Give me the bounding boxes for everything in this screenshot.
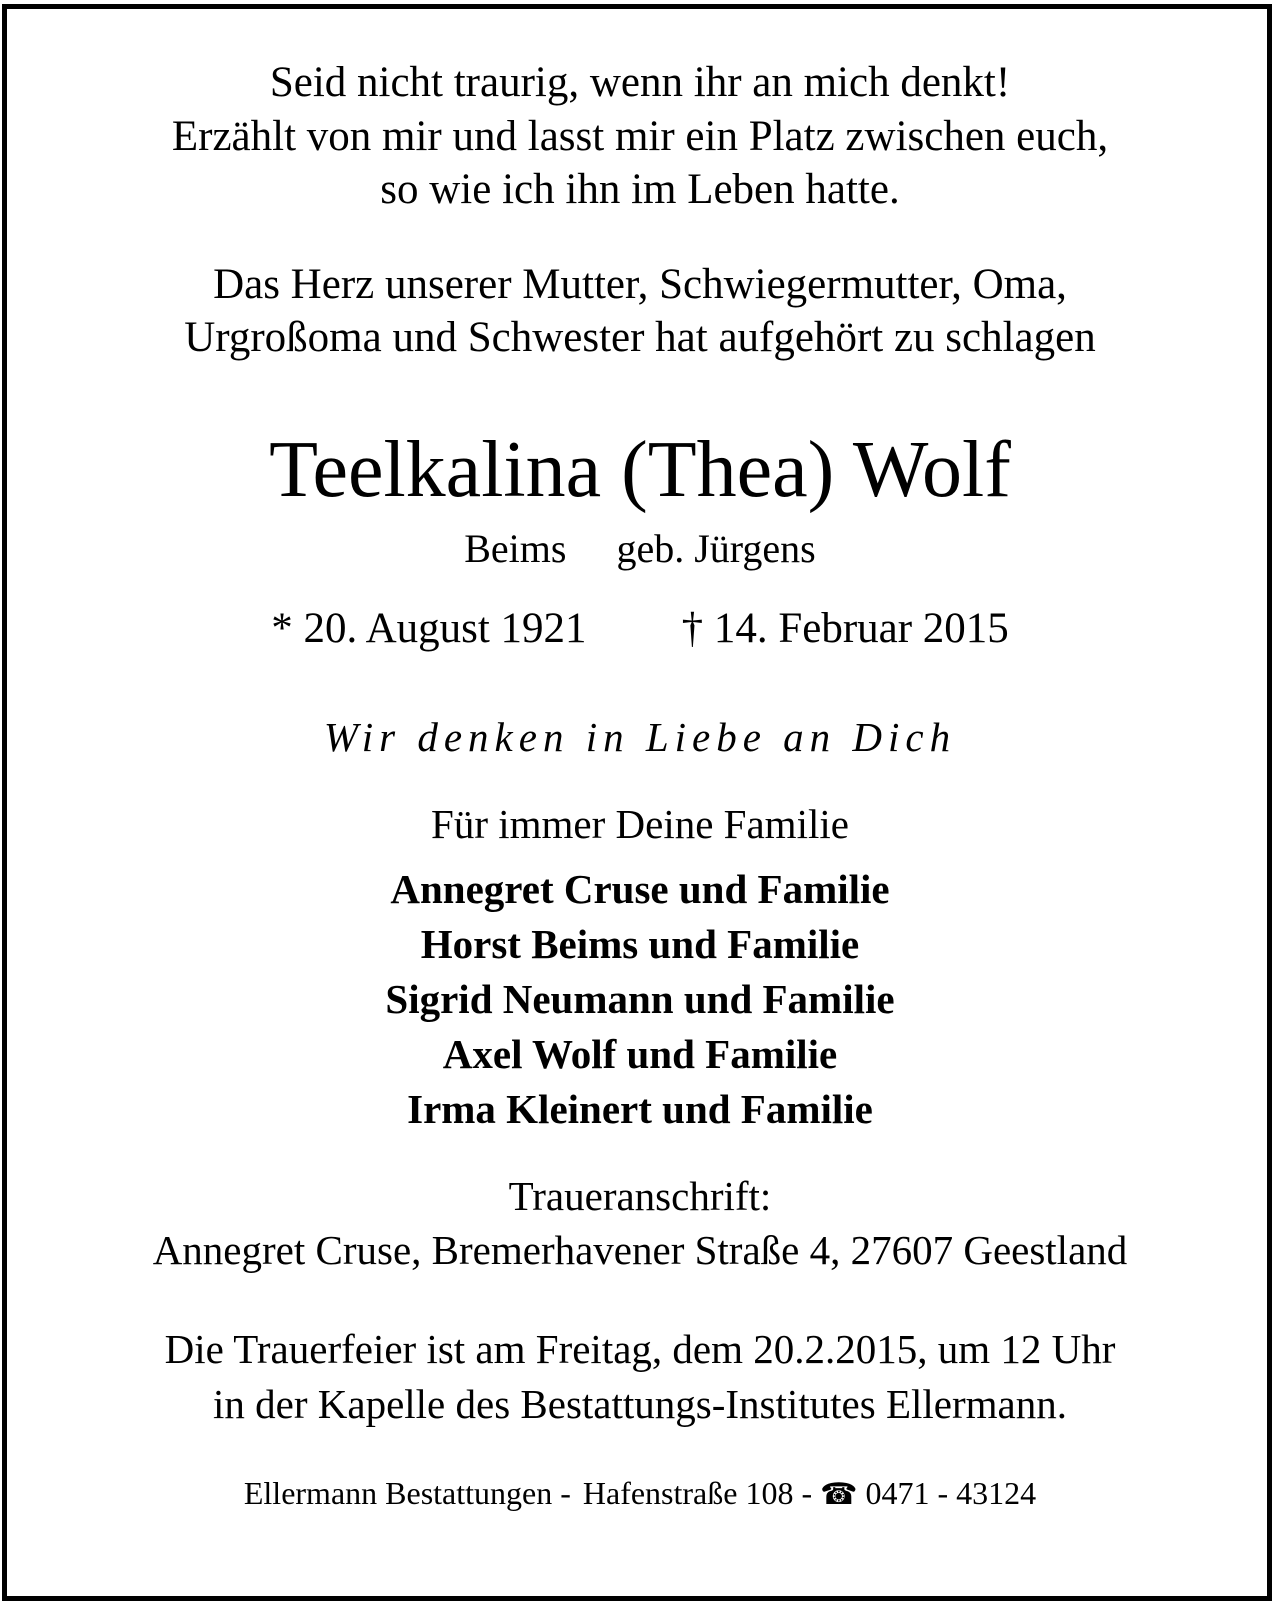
address-line: Annegret Cruse, Bremerhavener Straße 4, 27607 Geestland [152,1227,1128,1273]
ceremony-line-1: Die Trauerfeier ist am Freitag, dem 20.2.2015, um 12 Uhr [164,1326,1116,1372]
family-member: Annegret Cruse und Familie [390,866,890,912]
death-date: † 14. Februar 2015 [681,605,1009,652]
funeral-home-footer [0,1475,1280,1512]
birth-date: * 20. August 1921 [271,605,587,652]
family-intro: Für immer Deine Familie [431,801,849,847]
intro-line-2: Urgroßoma und Schwester hat aufgehört zu schlagen [184,314,1096,361]
address-label: Traueranschrift: [508,1173,772,1219]
family-member: Axel Wolf und Familie [442,1031,838,1077]
life-dates [0,604,1280,653]
family-member: Sigrid Neumann und Familie [385,976,895,1022]
former-name: Beims [464,526,567,571]
ceremony-line-2: in der Kapelle des Bestattungs-Institutes Ellermann. [213,1381,1067,1427]
intro-line-1: Das Herz unserer Mutter, Schwiegermutter, Oma, [213,261,1067,308]
poem-line-2: Erzählt von mir und lasst mir ein Platz zwischen euch, [171,113,1109,160]
family-member: Irma Kleinert und Familie [407,1086,873,1132]
motto: Wir denken in Liebe an Dich [323,714,957,760]
footer-company: Ellermann Bestattungen - [243,1475,571,1511]
poem-line-3: so wie ich ihn im Leben hatte. [380,166,900,213]
poem-line-1: Seid nicht traurig, wenn ihr an mich denkt! [269,59,1011,106]
deceased-name: Teelkalina (Thea) Wolf [269,426,1011,514]
telephone-icon: ☎ [820,1477,858,1512]
maiden-names [0,525,1280,572]
birth-name: geb. Jürgens [616,526,816,571]
family-member: Horst Beims und Familie [420,921,860,967]
footer-street: Hafenstraße 108 - [582,1475,813,1511]
footer-phone: 0471 - 43124 [865,1475,1037,1511]
